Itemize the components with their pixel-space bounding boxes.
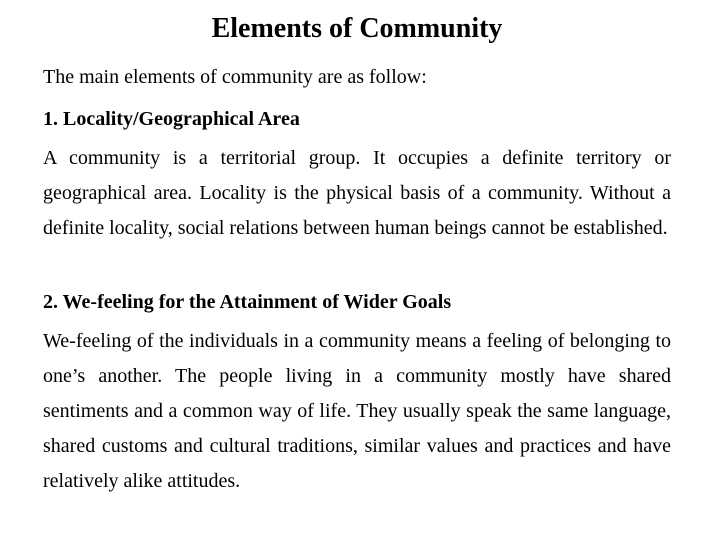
document-page	[43, 0, 671, 492]
intro-text: The main elements of community are as follow:	[43, 66, 427, 88]
section-heading-locality: 1. Locality/Geographical Area	[43, 108, 300, 130]
page-title: Elements of Community	[211, 13, 503, 44]
section-body-we-feeling: We-feeling of the individuals in a community means a feeling of belonging to one’s another. The people living in a community mostly have shared sentiments and a common way of life. They usually speak the same language, shared customs and cultural traditions, similar values and practices and have relatively alike attitudes.	[43, 330, 671, 492]
section-body-locality: A community is a territorial group. It occupies a definite territory or geographical area. Locality is the physical basis of a community. Without a definite locality, social relations between human beings cannot be established.	[43, 147, 671, 239]
section-heading-we-feeling: 2. We-feeling for the Attainment of Wider Goals	[43, 291, 452, 313]
